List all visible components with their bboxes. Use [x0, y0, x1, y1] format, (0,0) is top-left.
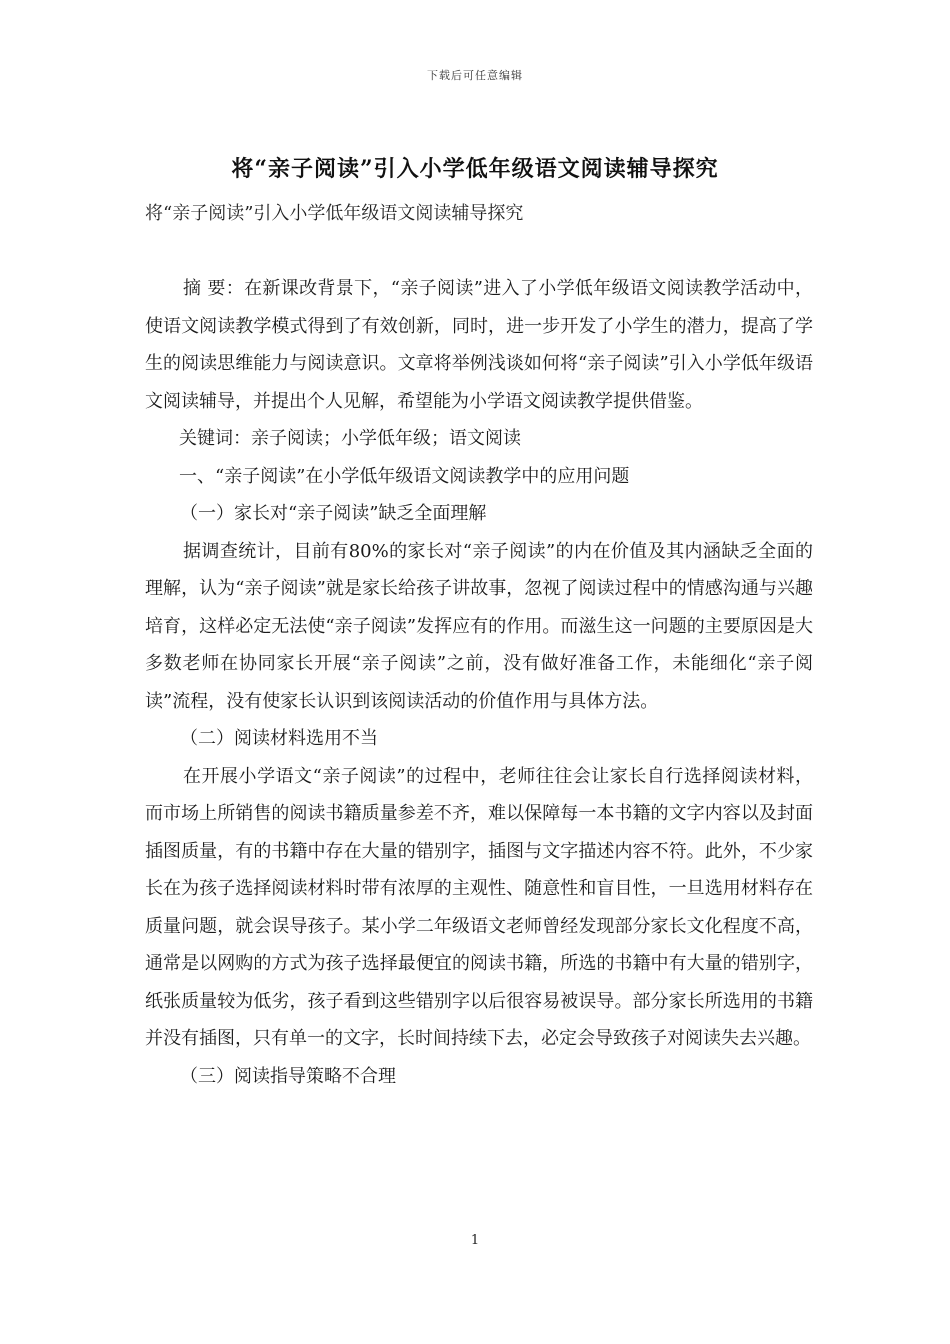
subsection-heading-2: （二）阅读材料选用不当: [180, 728, 378, 749]
abstract-paragraph: 摘 要：在新课改背景下，“亲子阅读”进入了小学低年级语文阅读教学活动中，使语文阅读教学模式得到了有效创新，同时，进一步开发了小学生的潜力，提高了学生的阅读思维能力与阅读意识。文章将举例浅谈如何将“亲子阅读”引入小学低年级语文阅读辅导，并提出个人见解，希望能为小学语文阅读教学提供借鉴。: [145, 278, 813, 412]
page-number: 1: [470, 1233, 480, 1248]
document-body: [145, 270, 813, 1095]
subsection-body-1: 据调查统计，目前有80%的家长对“亲子阅读”的内在价值及其内涵缺乏全面的理解，认为“亲子阅读”就是家长给孩子讲故事，忽视了阅读过程中的情感沟通与兴趣培育，这样必定无法使“亲子阅读”发挥应有的作用。而滋生这一问题的主要原因是大多数老师在协同家长开展“亲子阅读”之前，没有做好准备工作，未能细化“亲子阅读”流程，没有使家长认识到该阅读活动的价值作用与具体方法。: [145, 540, 813, 712]
document-title: 将“亲子阅读”引入小学低年级语文阅读辅导探究: [231, 156, 719, 182]
subsection-heading-1: （一）家长对“亲子阅读”缺乏全面理解: [180, 503, 487, 524]
header-note: 下载后可任意编辑: [427, 69, 523, 82]
subsection-heading-3: （三）阅读指导策略不合理: [180, 1065, 396, 1087]
subsection-body-2: 在开展小学语文“亲子阅读”的过程中，老师往往会让家长自行选择阅读材料，而市场上所销售的阅读书籍质量参差不齐，难以保障每一本书籍的文字内容以及封面插图质量，有的书籍中存在大量的错别字，插图与文字描述内容不符。此外，不少家长在为孩子选择阅读材料时带有浓厚的主观性、随意性和盲目性，一旦选用材料存在质量问题，就会误导孩子。某小学二年级语文老师曾经发现部分家长文化程度不高，通常是以网购的方式为孩子选择最便宜的阅读书籍，所选的书籍中有大量的错别字，纸张质量较为低劣，孩子看到这些错别字以后很容易被误导。部分家长所选用的书籍并没有插图，只有单一的文字，长时间持续下去，必定会导致孩子对阅读失去兴趣。: [145, 765, 813, 1049]
section-heading-1: 一、“亲子阅读”在小学低年级语文阅读教学中的应用问题: [179, 465, 630, 487]
keywords-line: 关键词：亲子阅读；小学低年级；语文阅读: [179, 428, 521, 449]
document-subtitle: 将“亲子阅读”引入小学低年级语文阅读辅导探究: [145, 203, 524, 224]
